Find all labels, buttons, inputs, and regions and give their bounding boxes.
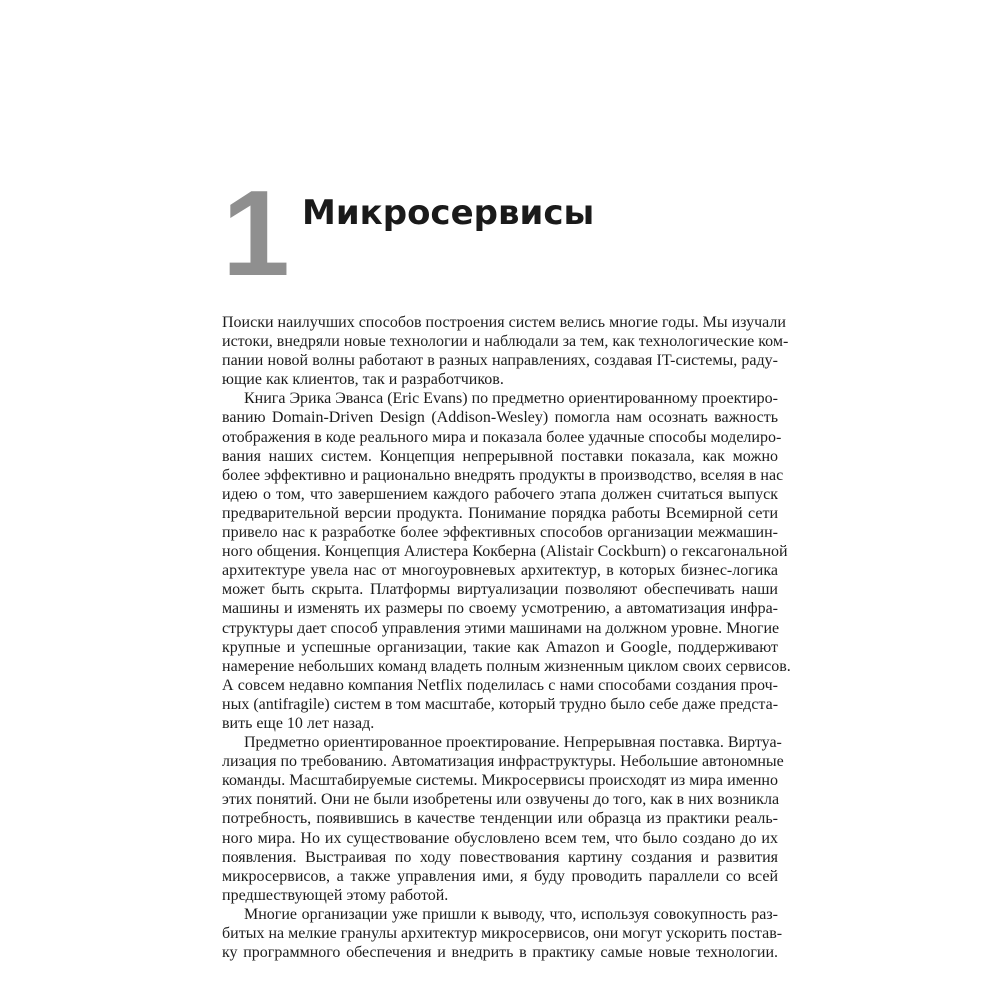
- paragraph-concepts: [222, 733, 784, 905]
- text-line: Многие организации уже пришли к выводу, что, используя совокупность раз-: [244, 905, 778, 923]
- text-line: пании новой волны работают в разных направлениях, создавая IT-системы, раду-: [222, 352, 778, 370]
- text-line: намерение небольших команд владеть полным жизненным циклом своих сервисов.: [222, 657, 791, 675]
- text-line: отображения в коде реального мира и показала более удачные способы моделиро-: [222, 428, 782, 446]
- text-line: ного мира. Но их существование обусловлено всем тем, что было создано до их: [222, 829, 778, 847]
- text-line: крупные и успешные организации, такие как Amazon и Google, поддерживают: [222, 638, 778, 656]
- paragraph-history: [222, 389, 791, 733]
- text-line: Поиски наилучших способов построения систем велись многие годы. Мы изучали: [222, 314, 786, 331]
- text-line: идею о том, что завершением каждого рабочего этапа должен считаться выпуск: [222, 485, 778, 503]
- text-line: Книга Эрика Эванса (Eric Evans) по предметно ориентированному проектиро-: [244, 390, 779, 408]
- chapter-title: Микросервисы: [302, 193, 595, 233]
- text-line: Предметно ориентированное проектирование. Непрерывная поставка. Виртуа-: [244, 734, 782, 752]
- text-line: машины и изменять их размеры по своему усмотрению, а автоматизация инфра-: [222, 600, 778, 618]
- text-line: ку программного обеспечения и внедрить в практику самые новые технологии.: [222, 944, 778, 962]
- text-line: микросервисов, а также управления ими, я буду проводить параллели со всей: [222, 867, 778, 885]
- text-line: лизация по требованию. Автоматизация инфраструктуры. Небольшие автономные: [222, 753, 784, 771]
- text-line: ного общения. Концепция Алистера Кокберна (Alistair Cockburn) о гексагональной: [222, 543, 788, 561]
- text-line: А совсем недавно компания Netflix поделилась с нами способами создания проч-: [222, 676, 778, 694]
- text-line: более эффективно и рационально внедрять продукты в производство, вселяя в нас: [222, 466, 784, 484]
- paragraph-conclusion: [222, 905, 783, 962]
- text-line: привело нас к разработке более эффективных способов организации межмашин-: [222, 524, 778, 542]
- text-line: ванию Domain-Driven Design (Addison-Wesley) помогла нам осознать важность: [222, 409, 778, 427]
- chapter-number: 1: [222, 165, 290, 301]
- text-line: предшествующей этому работой.: [222, 886, 449, 904]
- text-line: может быть скрыта. Платформы виртуализации позволяют обеспечивать наши: [222, 581, 778, 599]
- body-text: [222, 313, 791, 962]
- text-line: потребность, появившись в качестве тенденции или образца из практики реаль-: [222, 810, 778, 828]
- text-line: вания наших систем. Концепция непрерывной поставки показала, как можно: [222, 447, 778, 465]
- text-line: истоки, внедряли новые технологии и наблюдали за тем, как технологические ком-: [222, 333, 789, 351]
- paragraph-intro: [222, 313, 789, 389]
- text-line: ющие как клиентов, так и разработчиков.: [222, 371, 504, 389]
- text-line: битых на мелкие гранулы архитектур микросервисов, они могут ускорить постав-: [222, 925, 783, 942]
- text-line: команды. Масштабируемые системы. Микросервисы происходят из мира именно: [222, 772, 778, 790]
- text-line: появления. Выстраивая по ходу повествования картину создания и развития: [222, 848, 778, 866]
- text-line: структуры дает способ управления этими машинами на должном уровне. Многие: [222, 619, 780, 637]
- text-line: ных (antifragile) систем в том масштабе, который трудно было себе даже предста-: [222, 695, 779, 713]
- text-line: предварительной версии продукта. Понимание порядка работы Всемирной сети: [222, 504, 778, 522]
- text-line: архитектуре увела нас от многоуровневых архитектур, в которых бизнес-логика: [222, 562, 778, 580]
- text-line: этих понятий. Они не были изобретены или озвучены до того, как в них возникла: [222, 791, 780, 809]
- text-line: вить еще 10 лет назад.: [222, 714, 375, 732]
